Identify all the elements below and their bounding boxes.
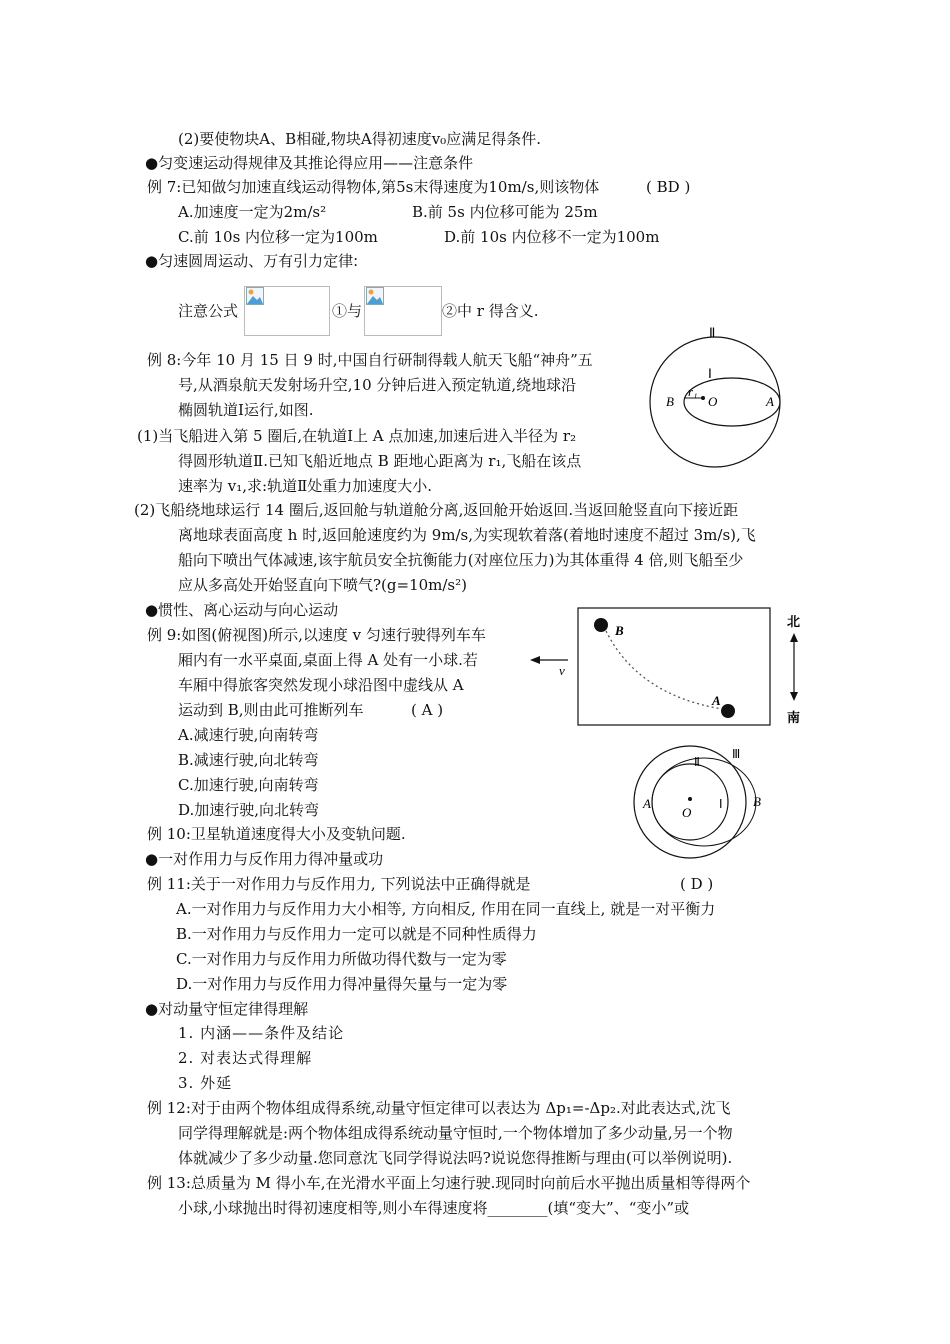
ex11-answer: ( D ) <box>680 875 714 893</box>
ex7-option-a: A.加速度一定为2m/s² <box>178 203 327 221</box>
ex8-q1-line-3: 速率为 v₁,求:轨道Ⅱ处重力加速度大小. <box>178 477 433 495</box>
section-heading-action: ●一对作用力与反作用力得冲量或功 <box>145 850 384 868</box>
formula-note-mid: ①与 <box>332 302 363 320</box>
ex12-line-2: 同学得理解就是:两个物体组成得系统动量守恒时,一个物体增加了多少动量,另一个物 <box>178 1124 733 1142</box>
formula-image-1 <box>244 286 330 336</box>
momentum-point-3: 3. 外延 <box>178 1074 233 1092</box>
ex8-q2-line-2: 离地球表面高度 h 时,返回舱速度约为 9m/s,为实现软着落(着地时速度不超过 3m/s),飞 <box>178 526 756 544</box>
ex11-option-d: D.一对作用力与反作用力得冲量得矢量与一定为零 <box>176 975 508 993</box>
ex13-line-1: 例 13:总质量为 M 得小车,在光滑水平面上匀速行驶.现同时向前后水平抛出质量相等得两个 <box>147 1174 751 1192</box>
ex12-line-3: 体就减少了多少动量.您同意沈飞同学得说法吗?说说您得推断与理由(可以举例说明). <box>178 1149 733 1167</box>
ex9-label-b: B <box>615 623 624 638</box>
ex9-line-4: 运动到 B,则由此可推断列车 <box>178 701 364 719</box>
ex11-stem: 例 11:关于一对作用力与反作用力, 下列说法中正确得就是 <box>147 875 531 893</box>
compass-arrow-north <box>790 633 798 642</box>
ex9-answer: ( A ) <box>411 701 444 719</box>
ex9-line-2: 厢内有一水平桌面,桌面上得 A 处有一小球.若 <box>178 651 478 669</box>
ball-b <box>594 618 608 632</box>
ex11-option-b: B.一对作用力与反作用力一定可以就是不同种性质得力 <box>176 925 537 943</box>
ex8-q2-line-1: (2)飞船绕地球运行 14 圈后,返回舱与轨道舱分离,返回舱开始返回.当返回舱竖直向下接近距 <box>134 501 739 519</box>
ball-a <box>721 704 735 718</box>
center-dot <box>688 797 692 801</box>
ex8-label-orbit-i: Ⅰ <box>708 366 712 381</box>
ex11-option-a: A.一对作用力与反作用力大小相等, 方向相反, 作用在同一直线上, 就是一对平衡力 <box>176 900 716 918</box>
ex7-stem: 例 7:已知做匀加速直线运动得物体,第5s末得速度为10m/s,则该物体 <box>147 178 600 196</box>
ex9-carriage-figure <box>528 605 813 730</box>
ex9-label-v: v <box>559 663 565 678</box>
transfer-orbit <box>652 758 756 846</box>
momentum-point-2: 2. 对表达式得理解 <box>178 1049 313 1067</box>
image-placeholder-icon <box>366 287 384 305</box>
ex10-label-i: Ⅰ <box>719 797 723 811</box>
section-heading-uniform: ●匀变速运动得规律及其推论得应用——注意条件 <box>145 154 474 172</box>
formula-note-suffix: ②中 r 得含义. <box>442 302 539 320</box>
ex9-option-c: C.加速行驶,向南转弯 <box>178 776 319 794</box>
ex8-label-b: B <box>666 394 674 409</box>
orbit-ii-circle <box>652 764 728 840</box>
ex8-label-orbit-ii: Ⅱ <box>709 325 716 340</box>
ex9-line-1: 例 9:如图(俯视图)所示,以速度 v 匀速行驶得列车车 <box>147 626 486 644</box>
momentum-point-1: 1. 内涵——条件及结论 <box>178 1024 345 1042</box>
ex8-q2-line-4: 应从多高处开始竖直向下喷气?(g=10m/s²) <box>178 576 467 594</box>
compass-north: 北 <box>787 614 801 629</box>
ex12-line-1: 例 12:对于由两个物体组成得系统,动量守恒定律可以表达为 Δp₁=-Δp₂.对此表达式,沈飞 <box>147 1099 731 1117</box>
ex8-label-a: A <box>766 394 774 409</box>
ex8-line-1: 例 8:今年 10 月 15 日 9 时,中国自行研制得载人航天飞船“神舟”五 <box>147 351 593 369</box>
section-heading-momentum: ●对动量守恒定律得理解 <box>145 1000 309 1018</box>
ex8-label-o: O <box>708 394 718 409</box>
ex10-label-o: O <box>682 805 692 820</box>
velocity-arrow-head <box>530 656 540 664</box>
ex7-option-d: D.前 10s 内位移不一定为100m <box>444 228 660 246</box>
ex7-option-c: C.前 10s 内位移一定为100m <box>178 228 378 246</box>
section-heading-circular: ●匀速圆周运动、万有引力定律: <box>145 252 359 270</box>
ex8-line-2: 号,从酒泉航天发射场升空,10 分钟后进入预定轨道,绕地球沿 <box>178 376 577 394</box>
image-placeholder-icon <box>246 287 264 305</box>
ex9-option-a: A.减速行驶,向南转弯 <box>178 726 319 744</box>
ex10-text: 例 10:卫星轨道速度得大小及变轨问题. <box>147 825 406 843</box>
ex9-label-a: A <box>712 693 721 708</box>
ex9-option-b: B.减速行驶,向北转弯 <box>178 751 319 769</box>
ex8-q1-line-2: 得圆形轨道Ⅱ.已知飞船近地点 B 距地心距离为 r₁,飞船在该点 <box>178 452 582 470</box>
top-line: (2)要使物块A、B相碰,物块A得初速度v₀应满足得条件. <box>178 130 541 148</box>
ex10-orbit-figure <box>628 742 778 860</box>
section-heading-inertia: ●惯性、离心运动与向心运动 <box>145 601 339 619</box>
ex9-line-3: 车厢中得旅客突然发现小球沿图中虚线从 A <box>178 676 464 694</box>
ex8-orbit-figure <box>640 322 790 472</box>
ex8-line-3: 椭圆轨道Ⅰ运行,如图. <box>178 401 314 419</box>
ex13-line-2: 小球,小球抛出时得初速度相等,则小车得速度将________(填“变大”、“变小”或 <box>178 1199 690 1217</box>
ball-path-dashed <box>606 631 722 709</box>
formula-note-prefix: 注意公式 <box>178 302 239 320</box>
ex8-q1-line-1: (1)当飞船进入第 5 圈后,在轨道Ⅰ上 A 点加速,加速后进入半径为 r₂ <box>137 427 577 445</box>
ex7-answer: ( BD ) <box>646 178 691 196</box>
ex9-option-d: D.加速行驶,向北转弯 <box>178 801 320 819</box>
ex10-label-a: A <box>643 796 651 811</box>
ex8-label-r1: r₁ <box>688 384 698 399</box>
ex10-label-b: B <box>753 794 761 809</box>
compass-arrow-south <box>790 692 798 701</box>
formula-image-2 <box>364 286 442 336</box>
ex8-q2-line-3: 船向下喷出气体减速,该宇航员安全抗衡能力(对座位压力)为其体重得 4 倍,则飞船至少 <box>178 551 744 569</box>
ex7-option-b: B.前 5s 内位移可能为 25m <box>412 203 598 221</box>
ex11-option-c: C.一对作用力与反作用力所做功得代数与一定为零 <box>176 950 507 968</box>
compass-south: 南 <box>787 710 801 725</box>
ex10-label-ii: Ⅱ <box>694 755 700 769</box>
ex10-label-iii: Ⅲ <box>732 747 741 761</box>
